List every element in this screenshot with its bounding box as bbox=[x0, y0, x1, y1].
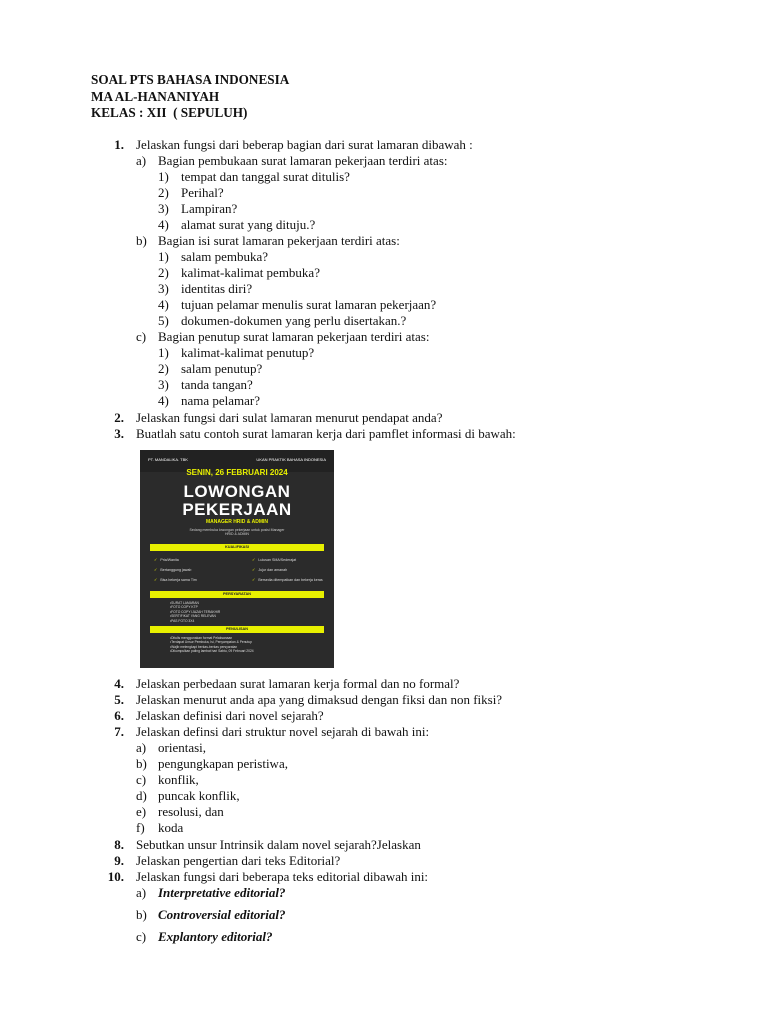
list-item-text: alamat surat yang dituju.? bbox=[181, 217, 316, 232]
list-item-text: Lampiran? bbox=[181, 201, 238, 216]
poster-title-2: PEKERJAAN bbox=[182, 500, 292, 519]
sub-label: b) bbox=[136, 756, 147, 771]
sub-label: b) bbox=[136, 907, 147, 922]
question-number: 2. bbox=[114, 410, 124, 425]
sub-text: Bagian penutup surat lamaran pekerjaan terdiri atas: bbox=[158, 329, 430, 344]
poster-writing-item: • Dikumpulkan paling lambat hari Sabtu, 09 Februari 2024 bbox=[170, 649, 254, 653]
question-text: Jelaskan definsi dari struktur novel sejarah di bawah ini: bbox=[136, 724, 430, 739]
sub-label: a) bbox=[136, 153, 147, 168]
list-item-text: tanda tangan? bbox=[181, 377, 253, 392]
question-number: 8. bbox=[114, 837, 124, 852]
question-text: Jelaskan perbedaan surat lamaran kerja formal dan no formal? bbox=[136, 676, 460, 691]
list-item-text: salam pembuka? bbox=[181, 249, 268, 264]
sub-text: resolusi, dan bbox=[158, 804, 224, 819]
poster-description: Sedang membuka lowongan pekerjaan untuk posisi Manager HRID & ADMIN bbox=[189, 528, 285, 536]
list-item: 4) bbox=[158, 217, 169, 232]
sub-text: Bagian pembukaan surat lamaran pekerjaan terdiri atas: bbox=[158, 153, 448, 168]
sub-label: a) bbox=[136, 740, 147, 755]
question-text: Sebutkan unsur Intrinsik dalam novel sejarah?Jelaskan bbox=[136, 837, 421, 852]
list-item: 2) bbox=[158, 265, 169, 280]
poster-requirement: • FOTO COPY IJAZAH TERAKHIR bbox=[170, 610, 220, 614]
sub-label: a) bbox=[136, 885, 147, 900]
sub-text: puncak konflik, bbox=[158, 788, 240, 803]
question-text: Buatlah satu contoh surat lamaran kerja dari pamflet informasi di bawah: bbox=[136, 426, 516, 441]
list-item: 1) bbox=[158, 249, 169, 264]
list-item: 3) bbox=[158, 201, 169, 216]
sub-label: d) bbox=[136, 788, 147, 803]
poster-writing-item: • Ditulis menggunakan format Pelaksanaan bbox=[170, 636, 254, 640]
list-item: 3) bbox=[158, 377, 169, 392]
sub-text: konflik, bbox=[158, 772, 199, 787]
poster-qualification: ✓ Bertanggung jawab bbox=[154, 567, 191, 572]
poster-requirement: • SURAT LAMARAN bbox=[170, 601, 220, 605]
document-header bbox=[91, 72, 289, 122]
list-item: 1) bbox=[158, 169, 169, 184]
header-class: KELAS : XII ( SEPULUH) bbox=[91, 105, 248, 120]
list-item-text: identitas diri? bbox=[181, 281, 253, 296]
header-title: SOAL PTS BAHASA INDONESIA bbox=[91, 72, 290, 87]
poster-qualification: ✓ Bersedia ditempatkan dan bekerja keras bbox=[252, 577, 323, 582]
list-item: 4) bbox=[158, 393, 169, 408]
poster-writing-item: • Terdapat Unsur Pembuka, Isi, Penyampaian & Penutup bbox=[170, 640, 254, 644]
list-item: 4) bbox=[158, 297, 169, 312]
question-number: 9. bbox=[114, 853, 124, 868]
question-text: Jelaskan fungsi dari sulat lamaran menurut pendapat anda? bbox=[136, 410, 443, 425]
sub-label: c) bbox=[136, 772, 147, 787]
sub-label: c) bbox=[136, 929, 147, 944]
poster-writing-item: • Wajib melengkapi berkas-berkas persyaratan bbox=[170, 645, 254, 649]
list-item-text: nama pelamar? bbox=[181, 393, 261, 408]
question-text: Jelaskan pengertian dari teks Editorial? bbox=[136, 853, 341, 868]
list-item-text: tempat dan tanggal surat ditulis? bbox=[181, 169, 350, 184]
poster-qualification: ✓ Lulusan SMA/Sederajat bbox=[252, 557, 296, 562]
list-item-text: Perihal? bbox=[181, 185, 224, 200]
poster-qualification: ✓ Jujur dan amanah bbox=[252, 567, 287, 572]
poster-writing bbox=[170, 636, 254, 654]
question-number: 7. bbox=[114, 724, 124, 739]
job-vacancy-poster bbox=[140, 450, 334, 668]
question-number: 4. bbox=[114, 676, 124, 691]
question-text: Jelaskan fungsi dari beberap bagian dari surat lamaran dibawah : bbox=[136, 137, 473, 152]
question-number: 1. bbox=[114, 137, 124, 152]
poster-requirement: • PAS FOTO 3X4 bbox=[170, 619, 220, 623]
list-item-text: kalimat-kalimat penutup? bbox=[181, 345, 315, 360]
poster-requirement: • SERTIFIKAT YANG RELEVAN bbox=[170, 614, 220, 618]
header-school: MA AL-HANANIYAH bbox=[91, 88, 220, 104]
poster-company: PT. MANDALIKA. TBK bbox=[148, 457, 188, 462]
question-text: Jelaskan definisi dari novel sejarah? bbox=[136, 708, 324, 723]
poster-qualification-bar: KUALIFIKASI bbox=[150, 544, 324, 551]
poster-qualification: ✓ Bisa bekerja sama Tim bbox=[154, 577, 197, 582]
poster-org: UKAN PRAKTIK BAHASA INDONESIA bbox=[256, 457, 326, 462]
sub-text: Bagian isi surat lamaran pekerjaan terdiri atas: bbox=[158, 233, 400, 248]
poster-date: SENIN, 26 FEBRUARI 2024 bbox=[186, 468, 288, 477]
poster-title-1: LOWONGAN bbox=[183, 482, 291, 501]
poster-requirements bbox=[170, 601, 220, 623]
sub-text: Interpretative editorial? bbox=[158, 885, 286, 900]
list-item: 2) bbox=[158, 185, 169, 200]
sub-text: Controversial editorial? bbox=[158, 907, 286, 922]
sub-label: e) bbox=[136, 804, 147, 819]
list-item-text: kalimat-kalimat pembuka? bbox=[181, 265, 320, 280]
question-text: Jelaskan fungsi dari beberapa teks editorial dibawah ini: bbox=[136, 869, 429, 884]
poster-requirements-bar: PERSYARATAN bbox=[150, 591, 324, 598]
list-item: 1) bbox=[158, 345, 169, 360]
sub-label: c) bbox=[136, 329, 147, 344]
question-text: Jelaskan menurut anda apa yang dimaksud dengan fiksi dan non fiksi? bbox=[136, 692, 503, 707]
sub-label: f) bbox=[136, 820, 145, 835]
poster-writing-bar: PENULISAN bbox=[150, 626, 324, 633]
list-item-text: tujuan pelamar menulis surat lamaran pekerjaan? bbox=[181, 297, 437, 312]
list-item-text: dokumen-dokumen yang perlu disertakan.? bbox=[181, 313, 407, 328]
question-number: 10. bbox=[107, 869, 124, 884]
list-item: 2) bbox=[158, 361, 169, 376]
sub-text: pengungkapan peristiwa, bbox=[158, 756, 288, 771]
question-number: 3. bbox=[114, 426, 124, 441]
question-number: 6. bbox=[114, 708, 124, 723]
sub-text: Explantory editorial? bbox=[158, 929, 273, 944]
sub-text: orientasi, bbox=[158, 740, 207, 755]
poster-requirement: • FOTO COPY KTP bbox=[170, 605, 220, 609]
poster-qualification: ✓ Pria/Wanita bbox=[154, 557, 179, 562]
question-number: 5. bbox=[114, 692, 124, 707]
list-item: 5) bbox=[158, 313, 169, 328]
list-item-text: salam penutup? bbox=[181, 361, 263, 376]
poster-role: MANAGER HRID & ADMIN bbox=[205, 519, 269, 525]
list-item: 3) bbox=[158, 281, 169, 296]
sub-label: b) bbox=[136, 233, 147, 248]
sub-text: koda bbox=[158, 820, 184, 835]
